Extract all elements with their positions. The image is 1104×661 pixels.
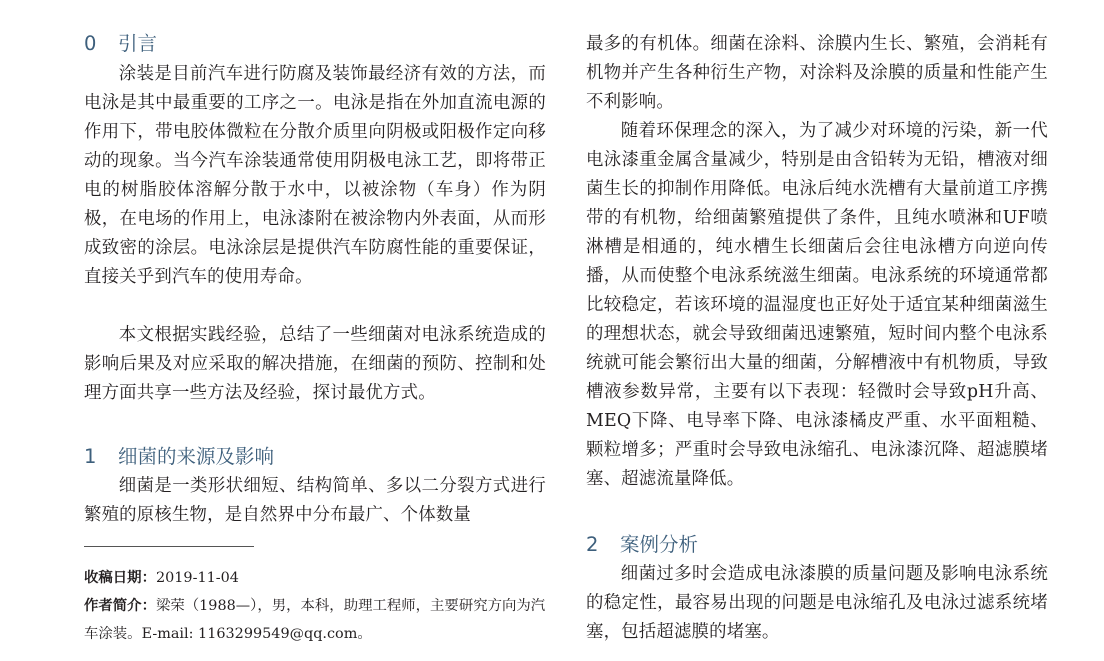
intro-paragraph-1: 涂装是目前汽车进行防腐及装饰最经济有效的方法，而电泳是其中最重要的工序之一。电泳是指在外加直流电源的作用下，带电胶体微粒在分散介质里向阴极或阳极作定向移动的现象。当今汽车涂装通常使用阴极电泳工艺，即将带正电的树脂胶体溶解分散于水中，以被涂物（车身）作为阴极，在电场的作用上，电泳漆附在被涂物内外表面，从而形成致密的涂层。电泳涂层是提供汽车防腐性能的重要保证，直接关乎到汽车的使用寿命。 bbox=[84, 64, 546, 287]
received-value: 2019-11-04 bbox=[155, 570, 239, 586]
bacteria-paragraph-continued: 最多的有机体。细菌在涂料、涂膜内生长、繁殖，会消耗有机物并产生各种衍生产物，对涂料及涂膜的质量和性能产生不利影响。 bbox=[586, 34, 1048, 112]
section-heading-intro bbox=[84, 31, 157, 57]
section-heading-bacteria-source bbox=[84, 444, 274, 470]
section-title: 细菌的来源及影响 bbox=[118, 445, 275, 468]
section-number: 2 bbox=[586, 533, 599, 556]
bacteria-paragraph-1: 细菌是一类形状细短、结构简单、多以二分裂方式进行繁殖的原核生物，是自然界中分布最广、个体数量 bbox=[84, 476, 546, 525]
bacteria-paragraph-2: 随着环保理念的深入，为了减少对环境的污染，新一代电泳漆重金属含量减少，特别是由含铅转为无铅，槽液对细菌生长的抑制作用降低。电泳后纯水洗槽有大量前道工序携带的有机物，给细菌繁殖提供了条件，且纯水喷淋和UF喷淋槽是相通的，纯水槽生长细菌后会往电泳槽方向逆向传播，从而使整个电泳系统滋生细菌。电泳系统的环境通常都比较稳定，若该环境的温湿度也正好处于适宜某种细菌滋生的理想状态，就会导致细菌迅速繁殖，短时间内整个电泳系统就可能会繁衍出大量的细菌，分解槽液中有机物质，导致槽液参数异常，主要有以下表现：轻微时会导致pH升高、MEQ下降、电导率下降、电泳漆橘皮严重、水平面粗糙、颗粒增多；严重时会导致电泳缩孔、电泳漆沉降、超滤膜堵塞、超滤流量降低。 bbox=[586, 121, 1048, 489]
section-number: 1 bbox=[84, 445, 97, 468]
case-paragraph-1: 细菌过多时会造成电泳漆膜的质量问题及影响电泳系统的稳定性，最容易出现的问题是电泳缩孔及电泳过滤系统堵塞，包括超滤膜的堵塞。 bbox=[586, 564, 1048, 642]
author-label: 作者简介： bbox=[84, 598, 156, 614]
section-title: 案例分析 bbox=[620, 533, 699, 556]
footnote-author-bio bbox=[84, 592, 546, 648]
section-heading-case-analysis bbox=[586, 532, 698, 558]
section-number: 0 bbox=[84, 32, 97, 55]
footnote-divider bbox=[84, 546, 254, 547]
received-label: 收稿日期： bbox=[84, 570, 156, 586]
intro-paragraph-2: 本文根据实践经验，总结了一些细菌对电泳系统造成的影响后果及对应采取的解决措施，在细菌的预防、控制和处理方面共享一些方法及经验，探讨最优方式。 bbox=[84, 325, 546, 403]
footnote-received-date bbox=[84, 564, 546, 592]
section-title: 引言 bbox=[118, 32, 158, 55]
author-value: 梁荣（1988—），男，本科，助理工程师，主要研究方向为汽车涂装。E-mail: 1163299549@qq.com。 bbox=[84, 598, 546, 642]
